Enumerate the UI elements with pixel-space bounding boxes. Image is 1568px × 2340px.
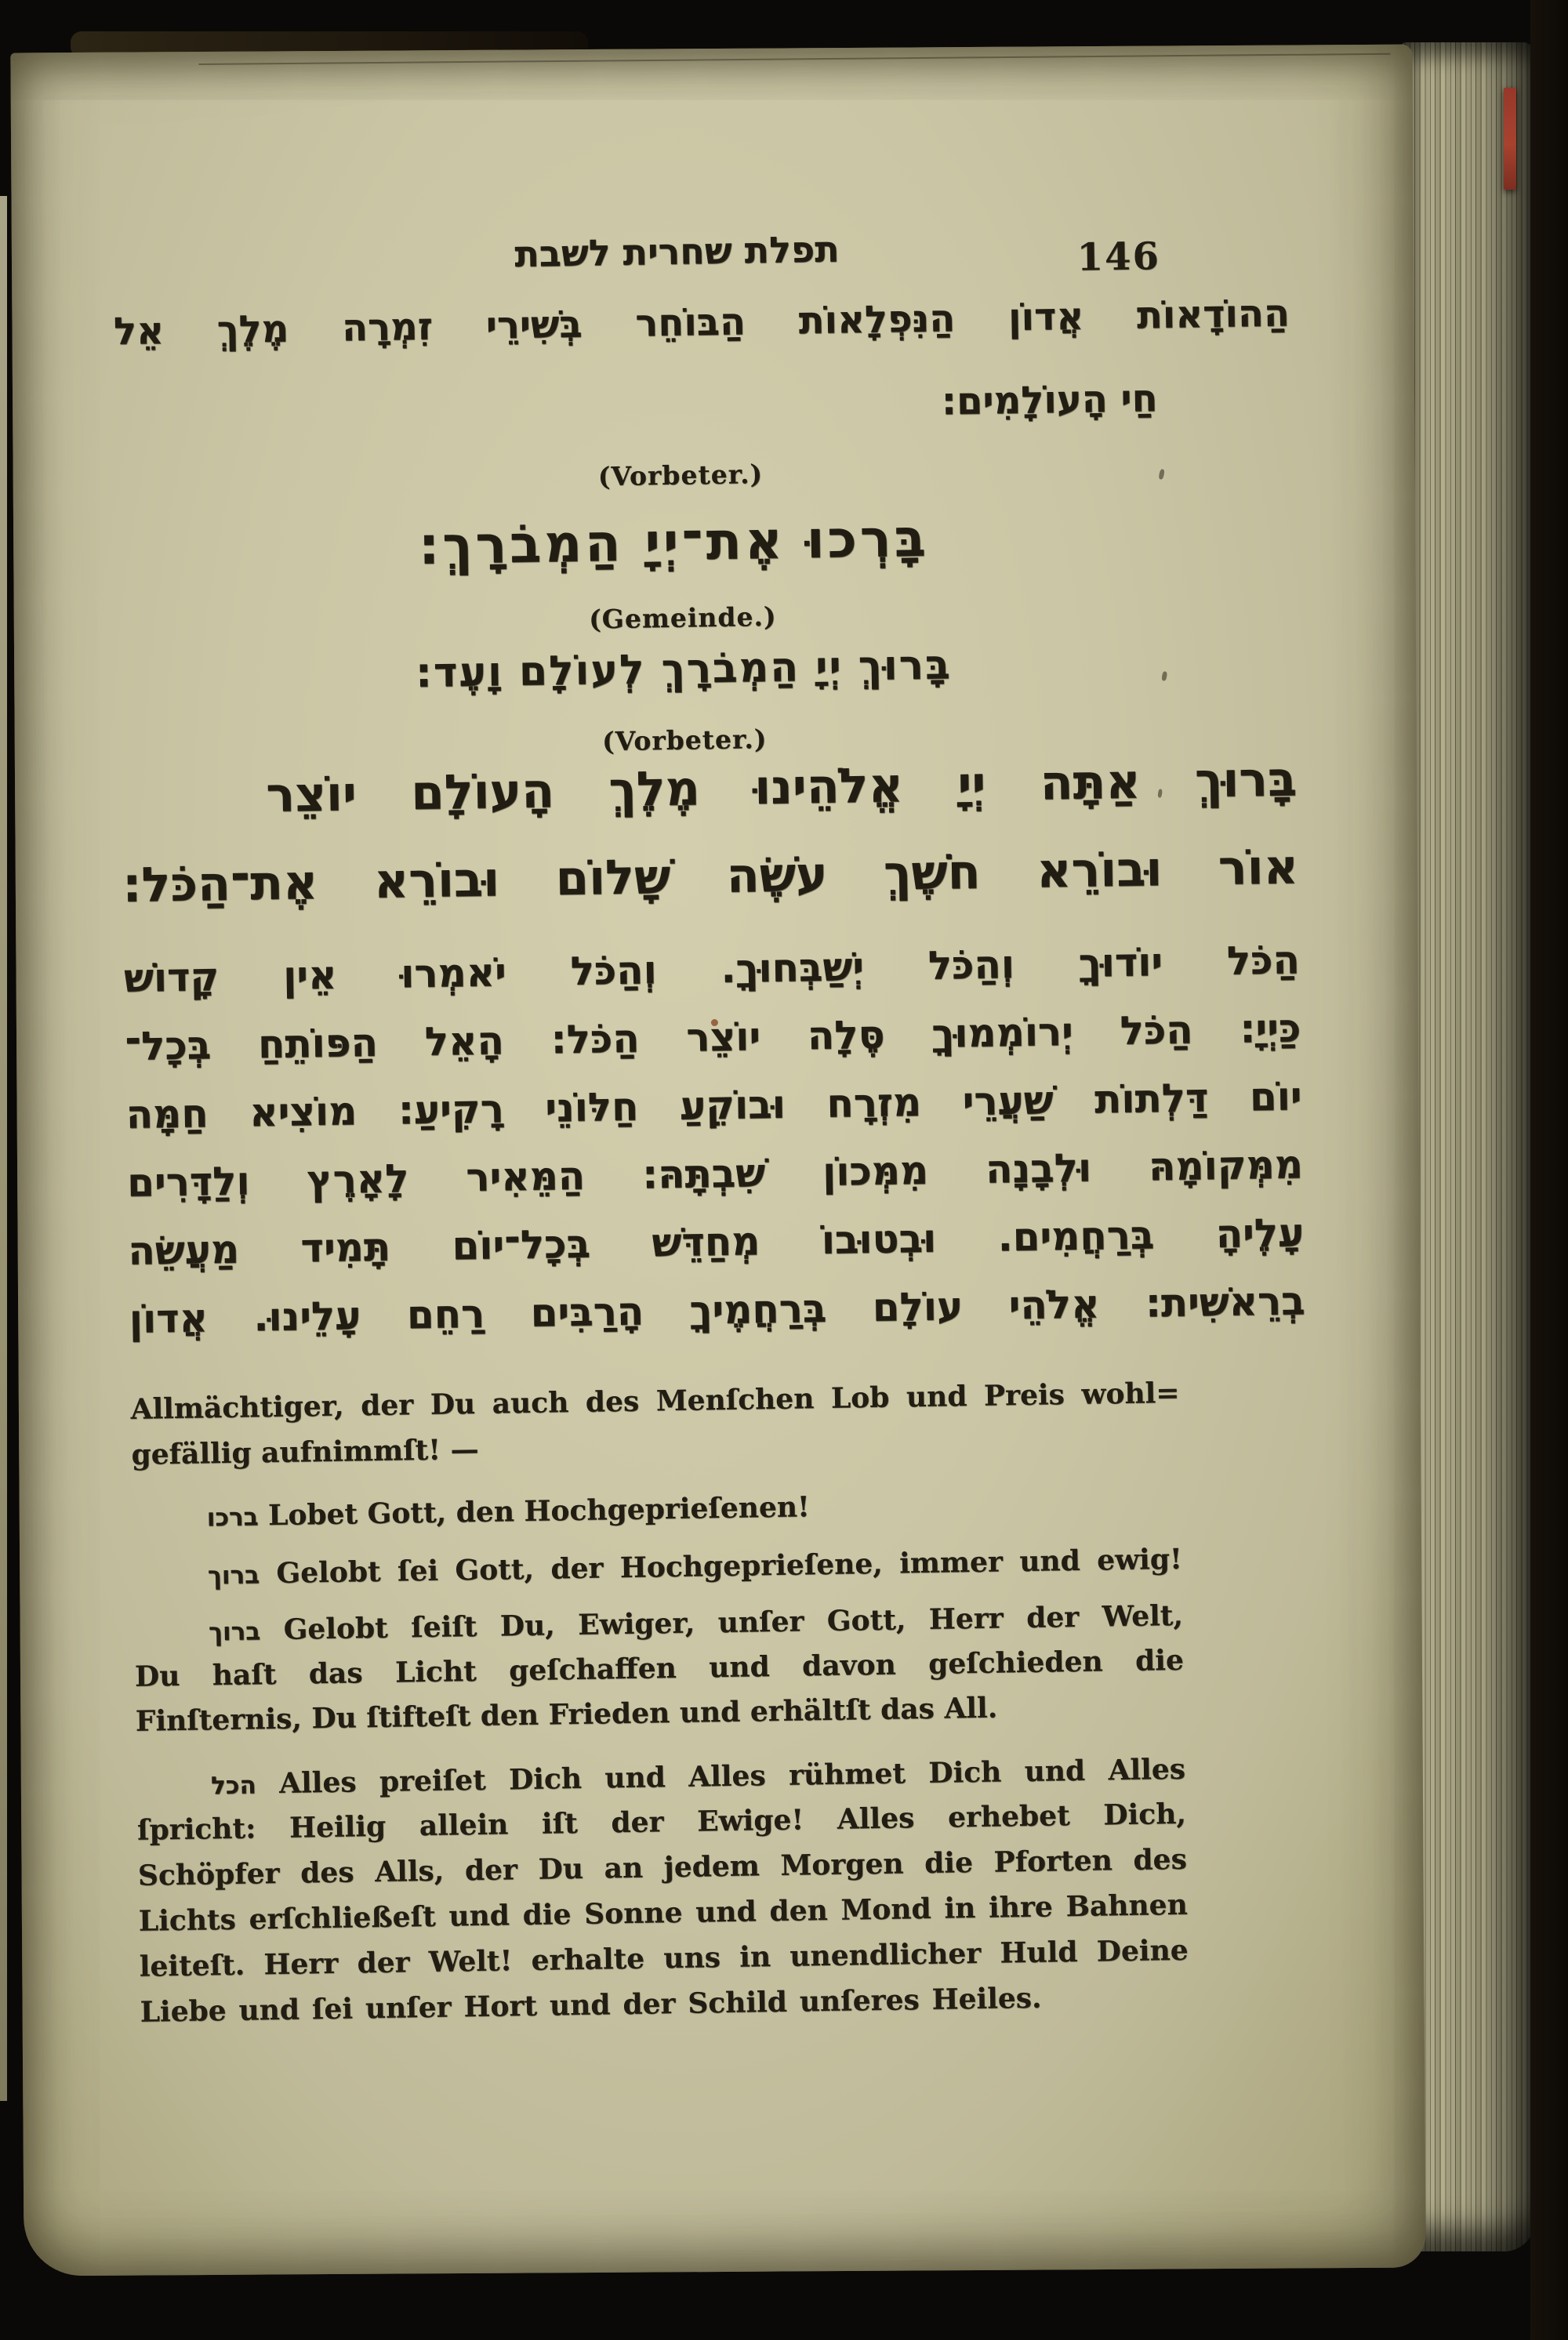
- german-line: Liebe und ſei unſer Hort und der Schild unſeres Heiles.: [140, 1981, 1042, 2029]
- hebrew-continuation-line: הַהוֹדָאוֹת אֲדוֹן הַנִּפְלָאוֹת הַבּוֹחֵר בְּשִׁירֵי זִמְרָה מֶלֶךְ אֵל: [113, 291, 1290, 354]
- red-bookmark-tab: [1504, 88, 1516, 190]
- german-line: Allmächtiger, der Du auch des Menſchen Lob und Preis wohl=: [130, 1376, 1180, 1426]
- yotzer-line: הַכֹּל יוֹדוּךָ וְהַכֹּל יְשַׁבְּחוּךָ. וְהַכֹּל יֹאמְרוּ אֵין קָדוֹשׁ: [123, 937, 1301, 1001]
- label-gemeinde: (Gemeinde.): [588, 600, 777, 635]
- german-line: ſpricht: Heilig allein iſt der Ewige! Alles erhebet Dich,: [136, 1797, 1187, 1847]
- german-line: Schöpfer des Alls, der Du an jedem Morgen die Pforten des: [137, 1842, 1188, 1892]
- label-vorbeter: (Vorbeter.): [601, 724, 768, 757]
- german-text: Gelobt ſei Gott, der Hochgeprieſene, immer und ewig!: [276, 1542, 1183, 1590]
- hebrew-continuation-line: חַי הָעוֹלָמִים:: [941, 376, 1158, 424]
- label-vorbeter: (Vorbeter.): [597, 459, 764, 492]
- german-line: Lichts erſchließeſt und die Sonne und den Mond in ihre Bahnen: [138, 1888, 1189, 1938]
- hebrew-catchword: ברכו: [206, 1503, 259, 1533]
- congregation-response: בָּרוּךְ יְיָ הַמְבֹרָךְ לְעוֹלָם וָעֶד:: [415, 641, 953, 698]
- german-text: Alles preiſet Dich und Alles rühmet Dich und Alles: [278, 1752, 1186, 1800]
- german-text: Gelobt ſeiſt Du, Ewiger, unſer Gott, Herr der Welt,: [283, 1598, 1184, 1646]
- book-cover-right: [1530, 0, 1568, 2340]
- german-line: [133, 1542, 1183, 1594]
- blessing-line: בָּרוּךְ אַתָּה יְיָ אֱלֹהֵינוּ מֶלֶךְ הָעוֹלָם יוֹצֵר: [265, 751, 1298, 824]
- hebrew-catchword: הכל: [210, 1771, 257, 1801]
- yotzer-line: יוֹם דַּלְתוֹת שַׁעֲרֵי מִזְרָח וּבוֹקֵעַ חַלּוֹנֵי רָקִיעַ: מוֹצִיא חַמָּה: [125, 1073, 1302, 1137]
- yotzer-line: בְרֵאשִׁית: אֱלֹהֵי עוֹלָם בְּרַחֲמֶיךָ הָרַבִּים רַחֵם עָלֵינוּ. אֲדוֹן: [129, 1278, 1306, 1342]
- hebrew-catchword: ברוך: [207, 1561, 260, 1591]
- running-head-text: תפלת שחרית לשבת: [514, 227, 840, 275]
- german-line: [134, 1598, 1184, 1650]
- blessing-line: אוֹר וּבוֹרֵא חֹשֶׁךְ עֹשֶׂה שָׁלוֹם וּבוֹרֵא אֶת־הַכֹּל:: [122, 839, 1299, 913]
- german-line: Du haſt das Licht geſchaffen und davon geſchieden die: [134, 1643, 1185, 1693]
- german-line: [136, 1752, 1186, 1804]
- yotzer-line: עָלֶיהָ בְּרַחֲמִים. וּבְטוּבוֹ מְחַדֵּשׁ בְּכָל־יוֹם תָּמִיד מַעֲשֵׂה: [127, 1210, 1305, 1274]
- german-text: Lobet Gott, den Hochgeprieſenen!: [267, 1490, 811, 1533]
- german-line: [132, 1484, 1181, 1536]
- german-line: leiteſt. Herr der Welt! erhalte uns in unendlicher Huld Deine: [139, 1933, 1189, 1983]
- yotzer-line: כַּיְיָ: הַכֹּל יְרוֹמְמוּךָ סֶּלָה יוֹצֵר הַכֹּל: הָאֵל הַפּוֹתֵחַ בְּכָל־: [124, 1005, 1301, 1069]
- barchu-call: בָּרְכוּ אֶת־יְיָ הַמְבֹרָךְ:: [418, 507, 930, 576]
- page-text: [110, 40, 1320, 2281]
- page-content-tilt: [0, 38, 1436, 2283]
- german-line: Finſternis, Du ſtifteſt den Frieden und erhältſt das All.: [135, 1691, 998, 1738]
- page-number: 146: [1076, 234, 1161, 280]
- hebrew-catchword: ברוך: [208, 1617, 261, 1647]
- german-line: gefällig aufnimmſt! —: [131, 1432, 479, 1471]
- yotzer-line: מִמְּקוֹמָהּ וּלְבָנָה מִמְּכוֹן שִׁבְתָּהּ: הַמֵּאִיר לָאָרֶץ וְלַדָּרִים: [126, 1141, 1304, 1206]
- book-page: [10, 45, 1425, 2277]
